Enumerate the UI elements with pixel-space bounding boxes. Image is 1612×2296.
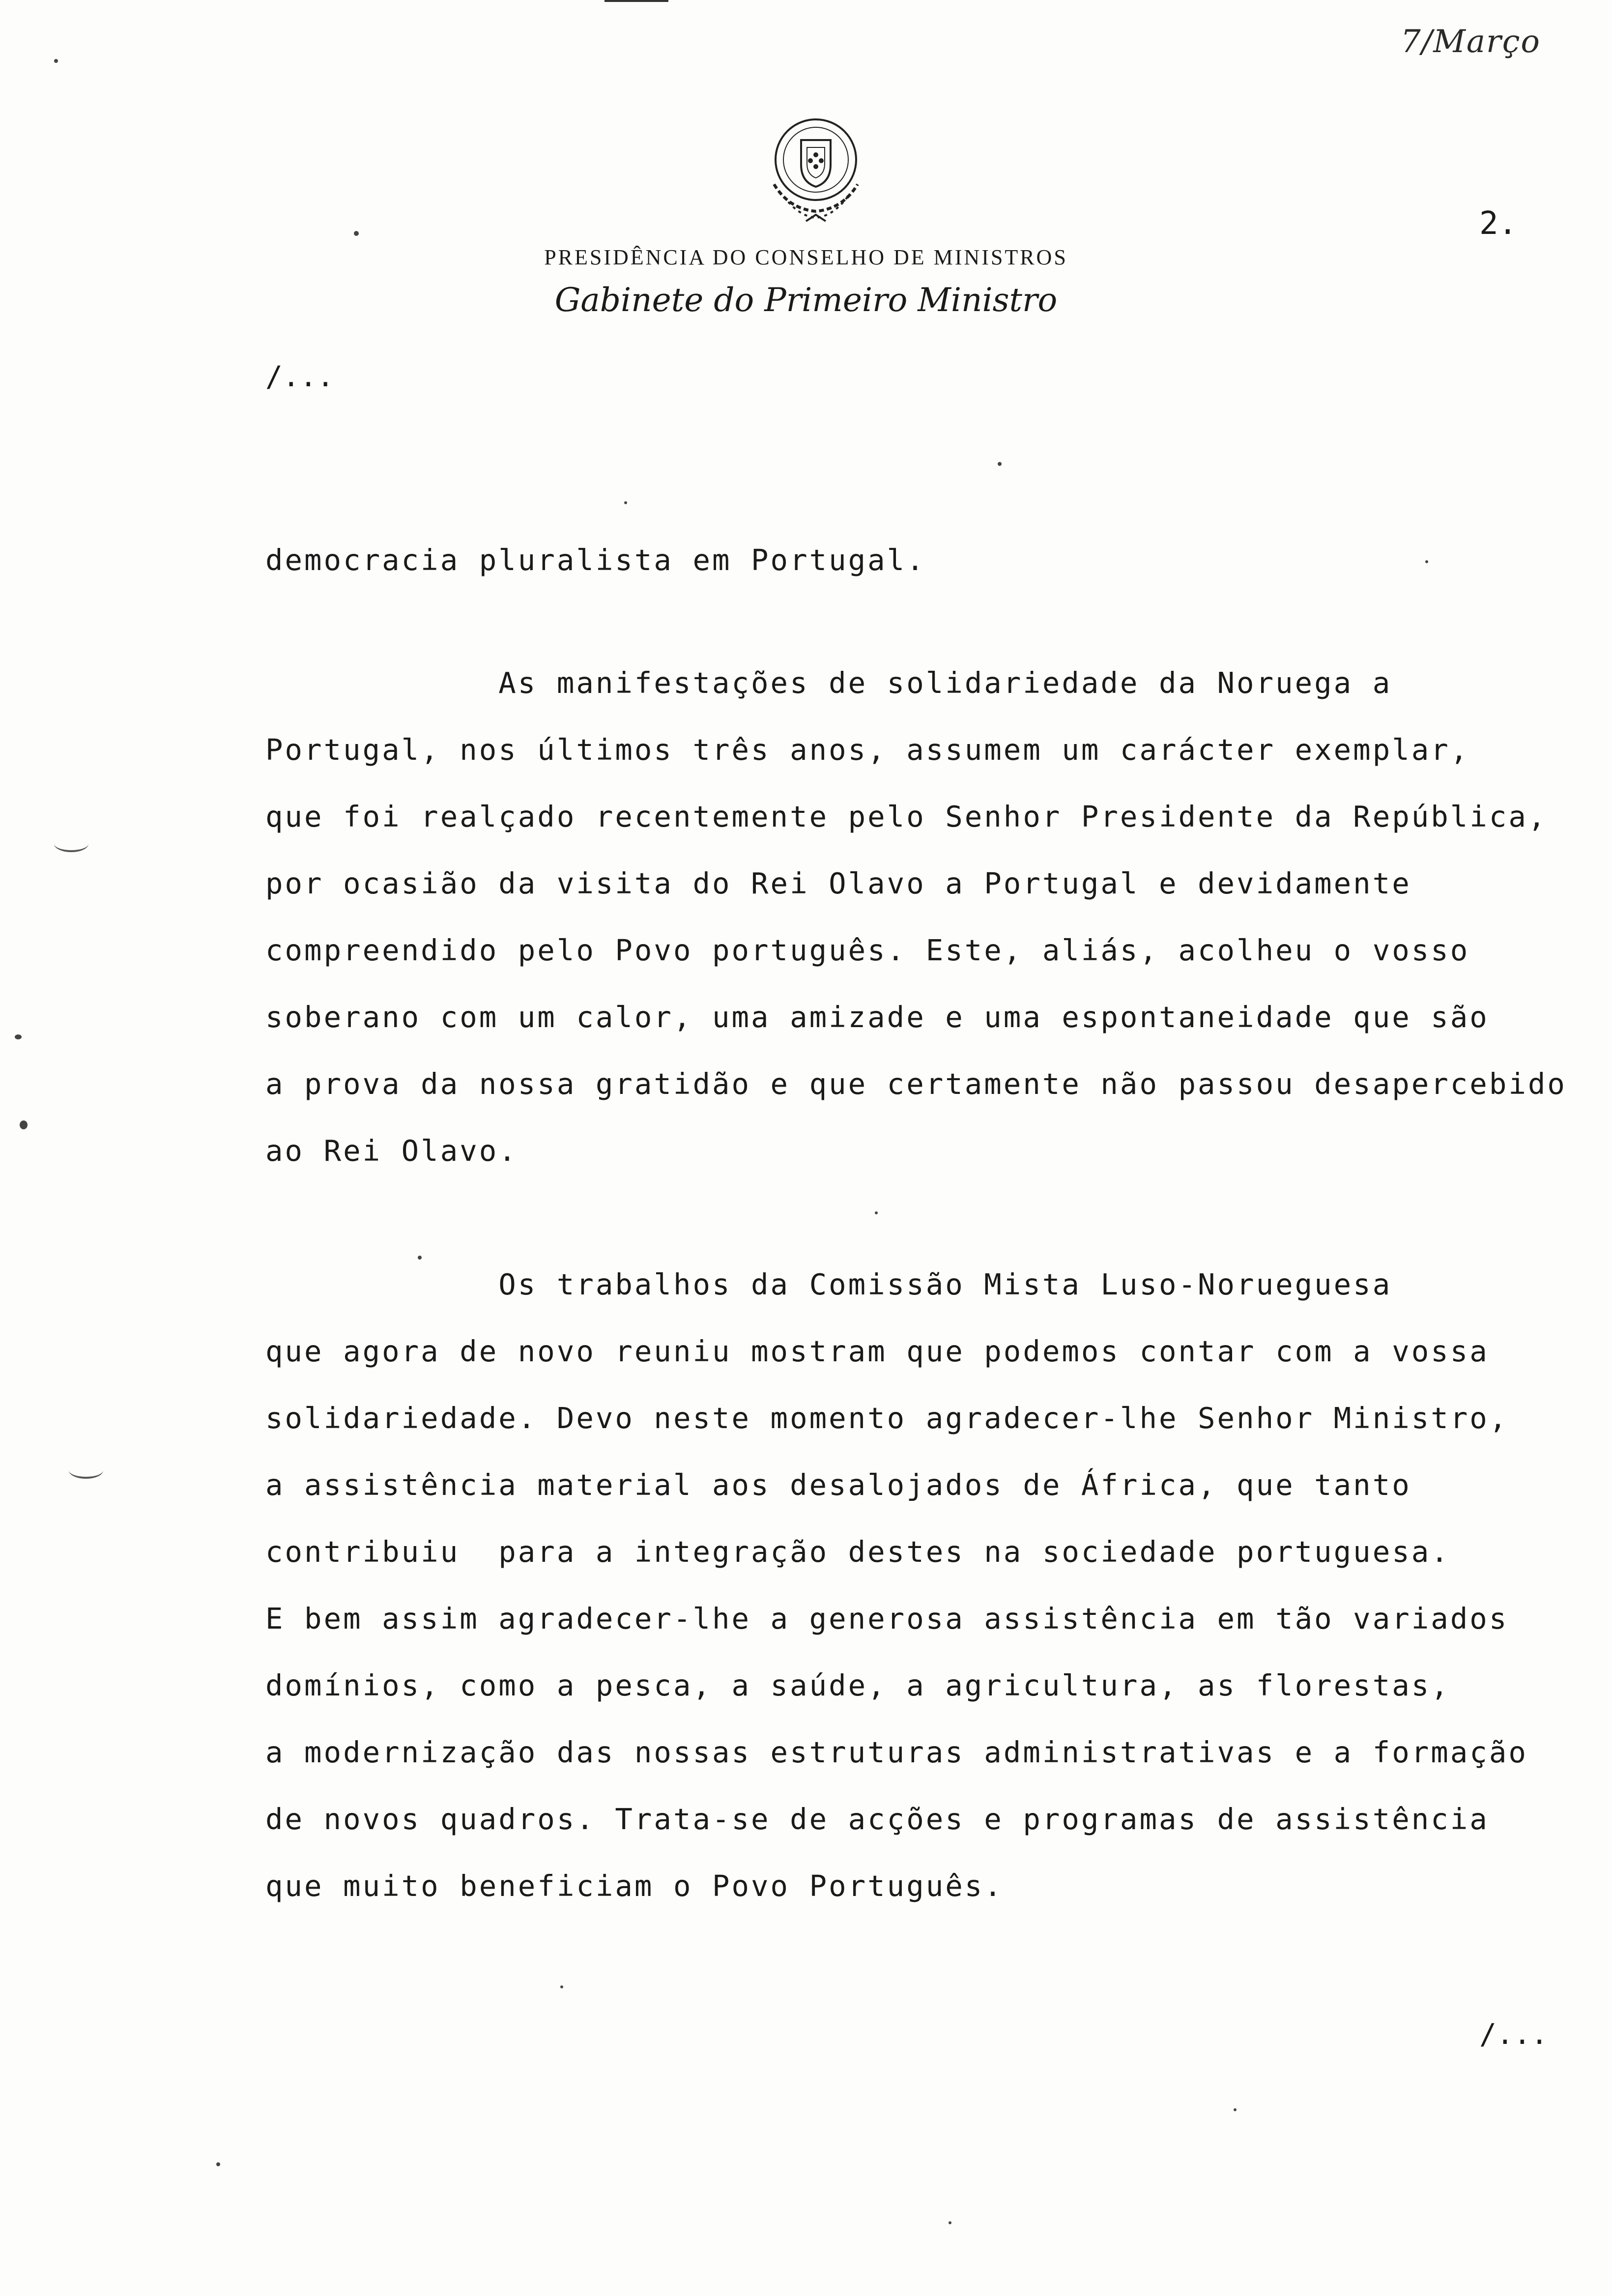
body-line: domínios, como a pesca, a saúde, a agricultura, as florestas, — [265, 1668, 1450, 1702]
body-line: soberano com um calor, uma amizade e uma espontaneidade que são — [265, 1000, 1489, 1034]
body-line: a prova da nossa gratidão e que certamente não passou desapercebido — [265, 1067, 1567, 1101]
body-line: democracia pluralista em Portugal. — [265, 543, 926, 577]
coat-of-arms-emblem-icon — [759, 111, 872, 229]
header-office: Gabinete do Primeiro Ministro — [554, 281, 1058, 319]
handwritten-date-note: 7/Março — [1401, 24, 1541, 60]
body-line: solidariedade. Devo neste momento agradecer-lhe Senhor Ministro, — [265, 1401, 1509, 1435]
scan-speck — [15, 1034, 22, 1039]
body-line: que agora de novo reuniu mostram que podemos contar com a vossa — [265, 1334, 1489, 1368]
punch-hole-mark — [69, 1462, 103, 1479]
scan-speck — [560, 1985, 563, 1988]
header-organization: PRESIDÊNCIA DO CONSELHO DE MINISTROS — [544, 245, 1068, 269]
scan-speck — [54, 59, 58, 63]
body-line: Portugal, nos últimos três anos, assumem um carácter exemplar, — [265, 733, 1470, 767]
body-line: Os trabalhos da Comissão Mista Luso-Norueguesa — [265, 1267, 1392, 1301]
body-line: ao Rei Olavo. — [265, 1134, 518, 1168]
body-line: que foi realçado recentemente pelo Senhor Presidente da República, — [265, 800, 1548, 833]
punch-hole-mark — [54, 835, 88, 852]
scan-edge-mark — [604, 0, 668, 2]
scan-speck — [354, 231, 359, 236]
continuation-mark-top: /... — [265, 360, 334, 393]
body-line: que muito beneficiam o Povo Português. — [265, 1869, 1004, 1903]
body-line: As manifestações de solidariedade da Noruega a — [265, 666, 1392, 700]
body-line: contribuiu para a integração destes na sociedade portuguesa. — [265, 1535, 1450, 1569]
body-line: compreendido pelo Povo português. Este, aliás, acolheu o vosso — [265, 933, 1470, 967]
scan-speck — [418, 1256, 422, 1260]
scan-speck — [1425, 560, 1428, 563]
scan-speck — [949, 2221, 951, 2224]
scan-speck — [998, 462, 1002, 466]
body-line: de novos quadros. Trata-se de acções e programas de assistência — [265, 1802, 1489, 1836]
scan-speck — [1234, 2108, 1237, 2111]
body-line: a modernização das nossas estruturas administrativas e a formação — [265, 1735, 1528, 1769]
continuation-mark-bottom: /... — [1479, 2017, 1548, 2051]
body-line: E bem assim agradecer-lhe a generosa assistência em tão variados — [265, 1602, 1509, 1636]
scan-speck — [875, 1211, 878, 1214]
page-number: 2. — [1479, 205, 1518, 242]
scan-speck — [624, 501, 627, 504]
scan-speck — [20, 1120, 28, 1129]
body-line: a assistência material aos desalojados de África, que tanto — [265, 1468, 1411, 1502]
body-line: por ocasião da visita do Rei Olavo a Portugal e devidamente — [265, 866, 1411, 900]
scan-speck — [216, 2162, 220, 2166]
